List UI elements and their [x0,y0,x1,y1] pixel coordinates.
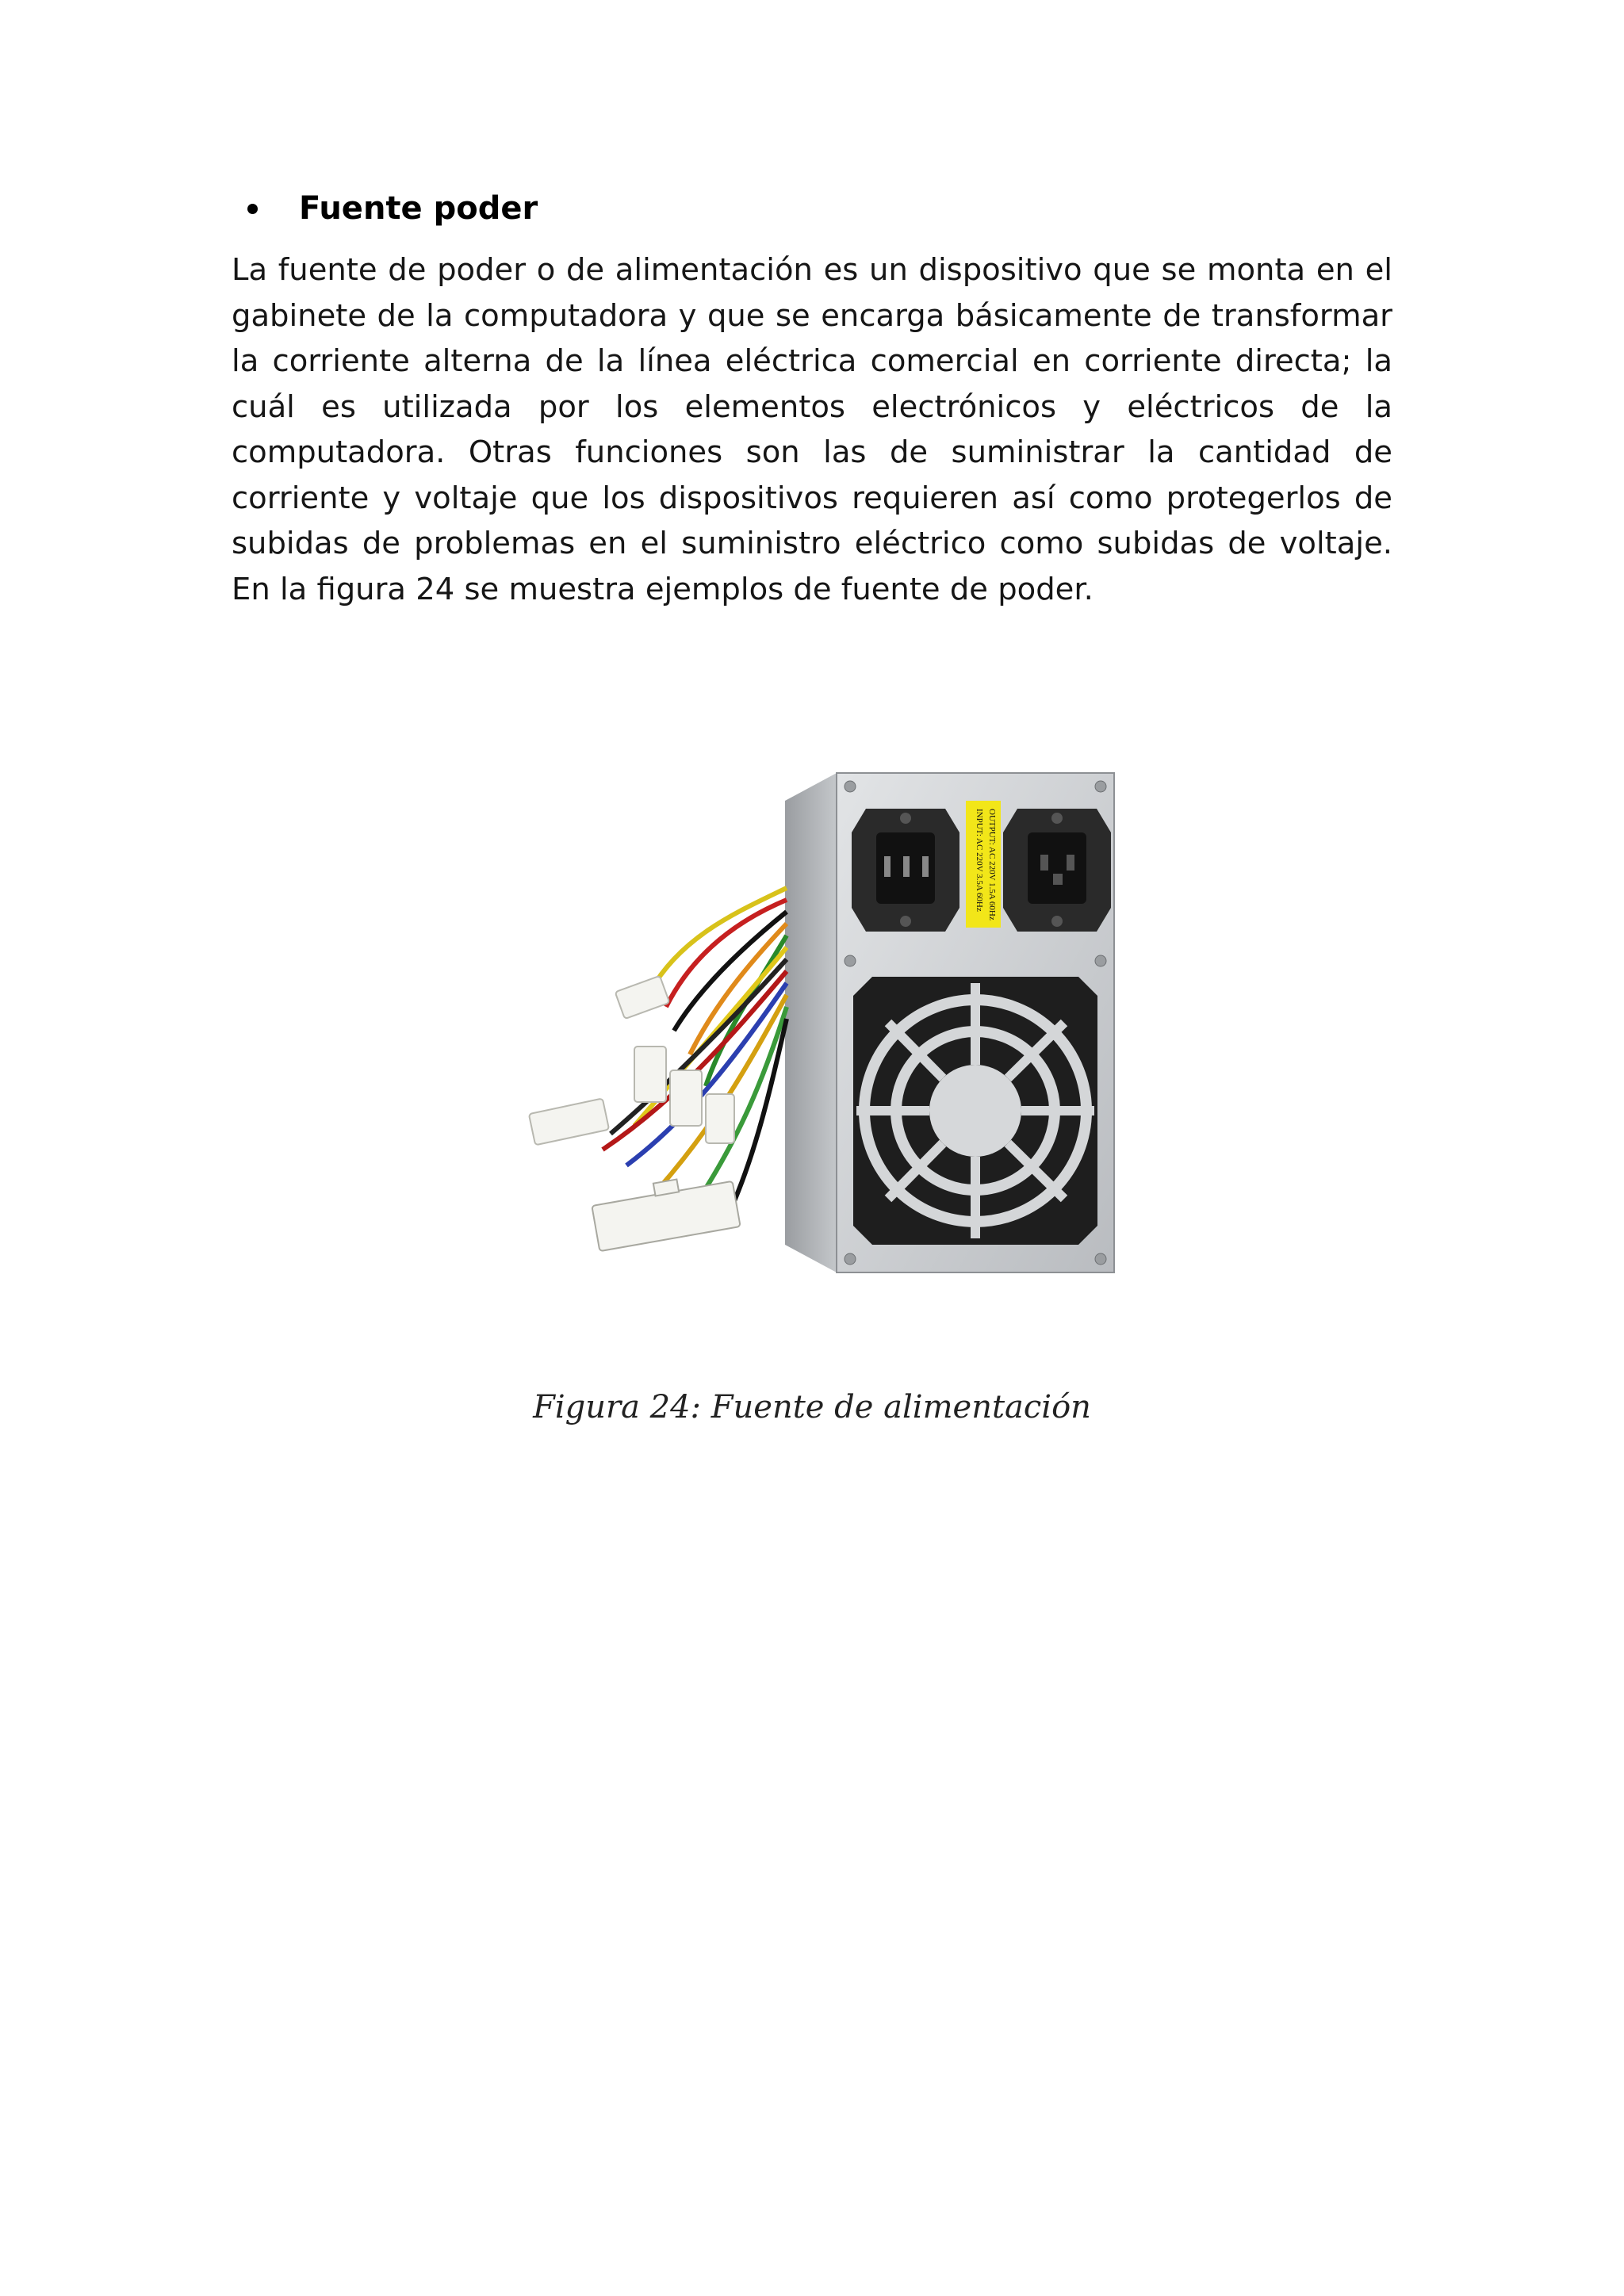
svg-text:OUTPUT: AC 220V 1.5A 60Hz: OUTPUT: AC 220V 1.5A 60Hz [987,809,997,920]
screw-icon [845,1253,856,1265]
power-cables [603,888,787,1229]
screw-icon [1095,781,1106,792]
section-heading [238,190,538,227]
molex-connector-icon [529,976,734,1146]
fan-grill-icon [853,977,1097,1245]
power-supply-figure [476,753,1158,1324]
screw-icon [845,781,856,792]
voltage-label [966,801,1001,928]
svg-text:INPUT: AC 220V 3.5A 60Hz: INPUT: AC 220V 3.5A 60Hz [975,809,984,912]
body-paragraph: La fuente de poder o de alimentación es un dispositivo que se monta en el gabinete de la computadora y que se encarga básicamente de transformar la corriente alterna de la línea eléctrica comercial en corriente directa; la cuál es utilizada por los elementos electrónicos y eléctricos de la computadora. Otras funciones son las de suministrar la cantidad de corriente y voltaje que los dispositivos requieren así como protegerlos de subidas de problemas en el suministro eléctrico como subidas de voltaje. En la figura 24 se muestra ejemplos de fuente de poder. [232,252,1392,607]
screw-icon [1095,955,1106,966]
section-title: Fuente poder [299,190,538,227]
ac-input-socket-icon [852,809,959,932]
atx-connector-icon [592,1180,740,1252]
screw-icon [845,955,856,966]
bullet-icon [247,204,258,214]
screw-icon [1095,1253,1106,1265]
psu-side-panel [785,773,837,1272]
ac-output-socket-icon [1003,809,1111,932]
figure-caption: Figura 24: Fuente de alimentación [533,1389,1091,1425]
power-supply-image [476,753,1158,1324]
